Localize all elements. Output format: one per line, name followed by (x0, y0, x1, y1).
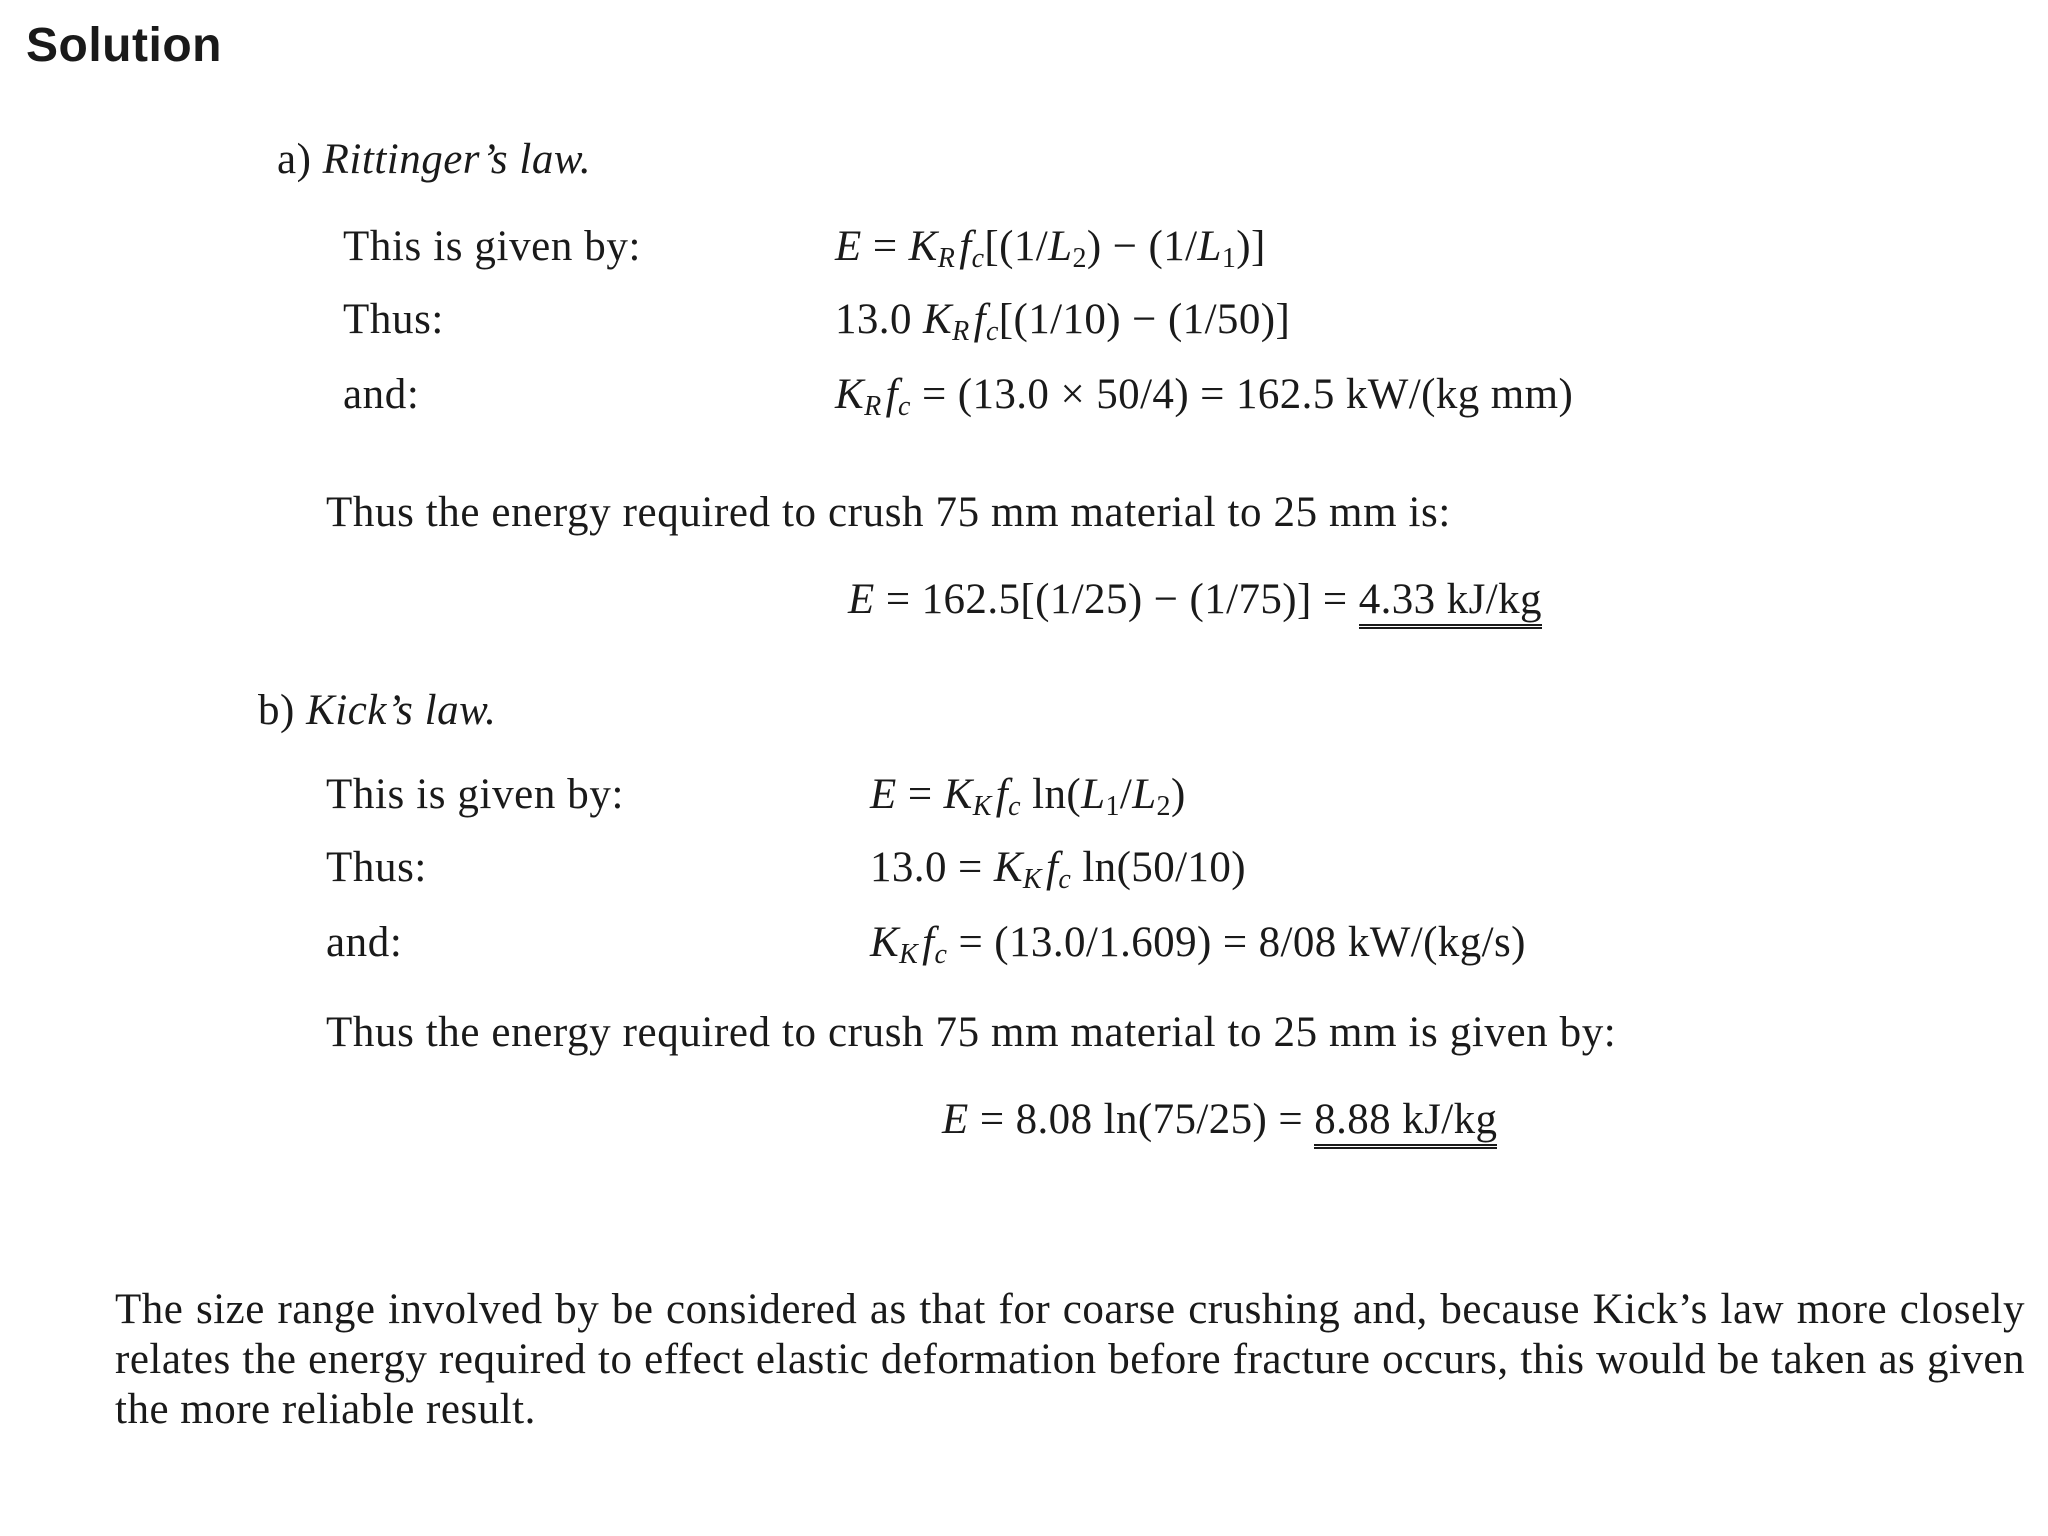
section-b-and-result: 8/08 kW/(kg/s) (1258, 919, 1526, 966)
section-b-final-result: 8.88 kJ/kg (1314, 1097, 1497, 1149)
section-a-marker: a) (277, 136, 312, 183)
section-a-and-result: 162.5 kW/(kg mm) (1235, 371, 1574, 418)
section-a-title (277, 135, 591, 184)
section-b-final-equation: E = 8.08 ln(75/25) = 8.88 kJ/kg (942, 1095, 1497, 1149)
section-a-equation-and: $K_R$ $f_c = (13.0 \times 50/4) = 162.5$ kW/(kg mm) (835, 371, 1574, 422)
section-a-equation-thus: 13.0 $K_R$ $f_c[(1/10) - (1/50)]$ (835, 296, 1291, 347)
section-b-name: Kick’s law. (306, 687, 497, 734)
section-b-equation-given: $E = K_K$ $f_c$ $\ln(L_1/L_2)$ (870, 771, 1186, 822)
section-a-label-given: This is given by: (343, 223, 642, 270)
section-a-final-result: 4.33 kJ/kg (1359, 577, 1542, 629)
page-title: Solution (26, 19, 222, 72)
section-a-statement: Thus the energy required to crush 75 mm material to 25 mm is: (326, 489, 1451, 536)
section-b-statement: Thus the energy required to crush 75 mm material to 25 mm is given by: (326, 1009, 1617, 1056)
section-b-equation-and: $K_K$ $f_c = (13.0/1.609) = 8/08$ kW/(kg/s) (870, 919, 1526, 970)
section-b-label-given: This is given by: (326, 771, 625, 818)
section-a-label-and: and: (343, 371, 420, 418)
section-b-title (258, 686, 496, 735)
section-b-final-prefix: 8.08 ln(75/25) = (1015, 1096, 1315, 1143)
section-a-label-thus: Thus: (343, 296, 444, 343)
section-b-equation-thus: $13.0 = K_K$ $f_c$ ln(50/10) (870, 844, 1246, 895)
section-b-marker: b) (258, 687, 295, 734)
section-a-equation-given: $E = K_R$ $f_c[(1/L_2) - (1/L_1)]$ (835, 223, 1266, 274)
section-b-label-thus: Thus: (326, 844, 427, 891)
conclusion-paragraph: The size range involved by be considered as that for coarse crushing and, because Kick’s law more closely relates the energy required to effect elastic deformation before fracture occurs, this would be taken as given the more reliable result. (115, 1286, 2025, 1433)
section-a-final-equation: E = 162.5[(1/25) − (1/75)] = 4.33 kJ/kg (848, 575, 1542, 629)
section-a-name: Rittinger’s law. (322, 136, 592, 183)
section-a-final-prefix: 162.5[(1/25) − (1/75)] = (921, 576, 1359, 623)
section-b-label-and: and: (326, 919, 403, 966)
